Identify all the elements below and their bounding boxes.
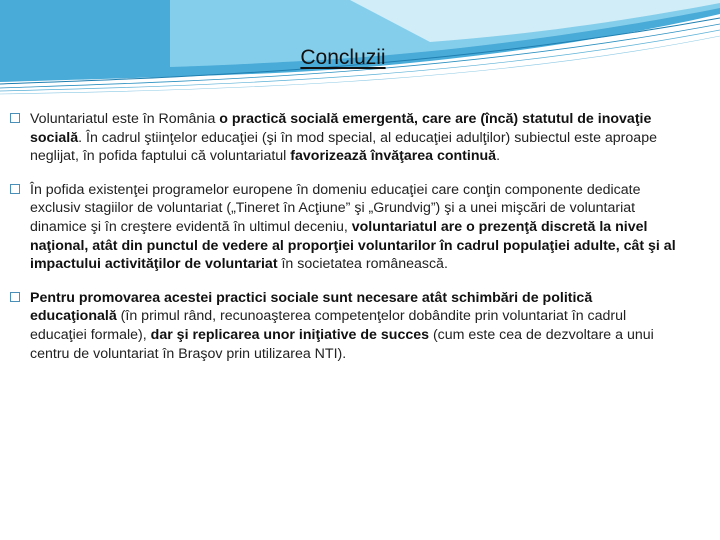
text-run: În pofida existenţei programelor europene în domeniu educaţiei care conţin componente dedicate exclusiv stagiilor de voluntariat („Tineret în Acţiune” şi „Grundvig”) şi a unei mişcări de voluntariat dinamice şi în creştere evidentă în ultimul deceniu, (30, 181, 641, 235)
text-run: (în primul rând, recunoaşterea competenţelor dobândite prin voluntariat în cadrul educaţiei formale), (30, 308, 627, 343)
bold-run: dar şi replicarea unor iniţiative de succes (150, 326, 430, 343)
slide-title: Concluzii (300, 46, 386, 69)
paragraph-2 (10, 181, 682, 274)
bold-run: favorizează învăţarea continuă (290, 148, 497, 165)
text-run: . (496, 148, 501, 165)
bold-run: Pentru promovarea acestei practici sociale sunt necesare atât schimbări de politică educaţională (30, 289, 593, 325)
square-bullet-icon (10, 113, 20, 123)
paragraph-1 (10, 110, 682, 166)
square-bullet-icon (10, 184, 20, 194)
square-bullet-icon (10, 292, 20, 302)
text-run: în societatea românească. (277, 256, 448, 273)
bold-run: voluntariatul are o prezenţă discretă la nivel naţional, atât din punctul de vedere al proporţiei voluntarilor în cadrul populaţiei adulte, cât şi al impactului activităţilor de voluntariat (30, 218, 676, 273)
text-run: (cum este cea de dezvoltare a unui centru de voluntariat în Braşov prin utilizarea NTI). (30, 326, 654, 362)
text-run: Voluntariatul este în România (30, 111, 220, 127)
text-run: . În cadrul ştiinţelor educaţiei (şi în mod special, al educaţiei adulţilor) subiectul este aproape neglijat, în pofida faptului că voluntariatul (30, 129, 657, 165)
paragraph-3 (10, 289, 682, 363)
bold-run: o practică socială emergentă, care are (încă) statutul de inovaţie socială (30, 111, 652, 146)
slide-content (10, 110, 682, 363)
